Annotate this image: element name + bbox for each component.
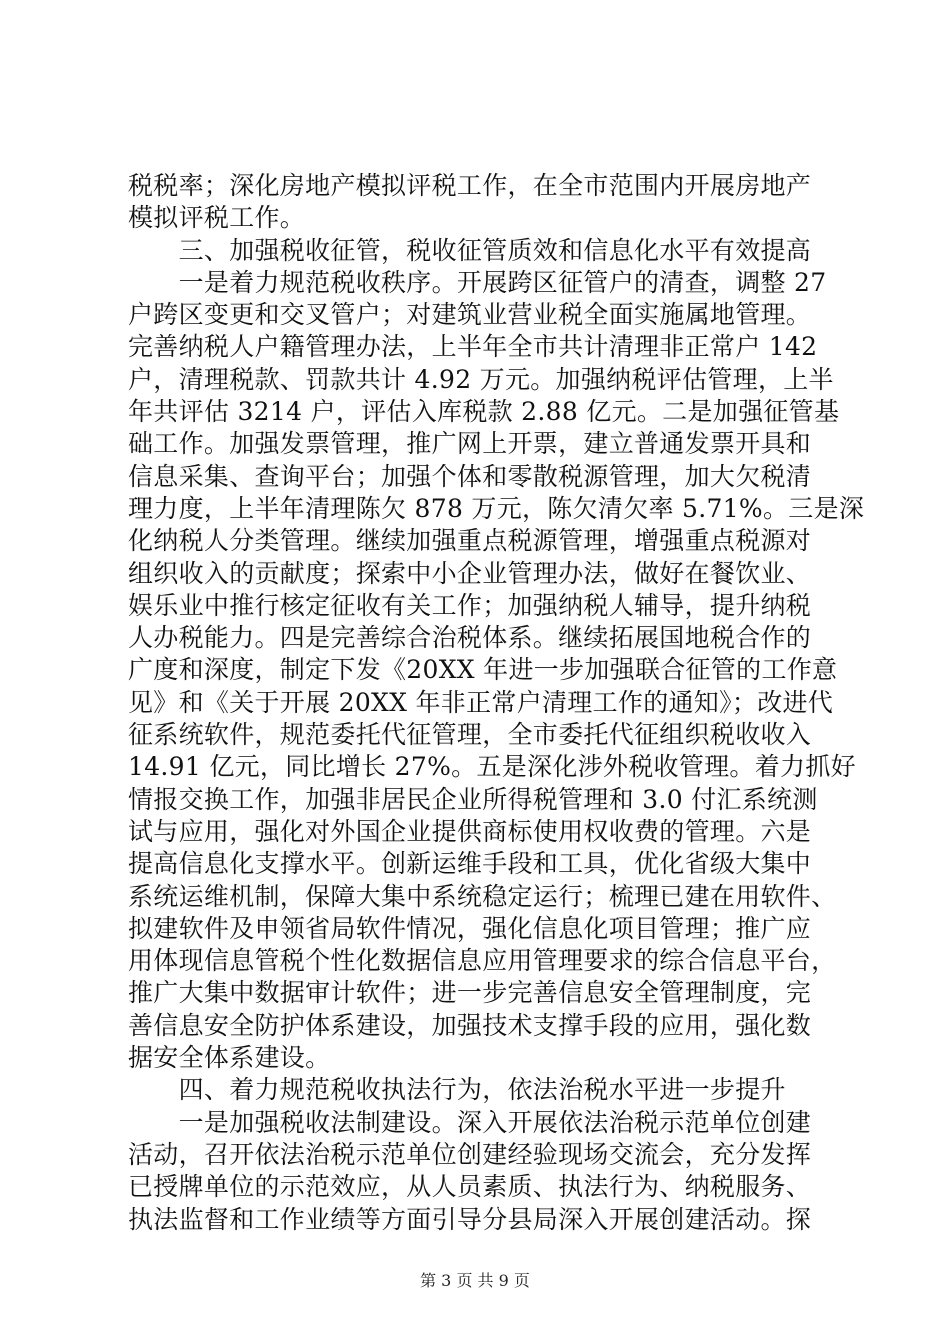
text-line: 础工作。加强发票管理，推广网上开票，建立普通发票开具和 [128, 429, 812, 459]
text-line: 执法监督和工作业绩等方面引导分县局深入开展创建活动。探 [128, 1204, 812, 1234]
text-line: 已授牌单位的示范效应，从人员素质、执法行为、纳税服务、 [128, 1172, 812, 1202]
text-line: 人办税能力。四是完善综合治税体系。继续拓展国地税合作的 [128, 623, 812, 653]
text-line: 提高信息化支撑水平。创新运维手段和工具，优化省级大集中 [128, 849, 812, 879]
text-line: 四、着力规范税收执法行为，依法治税水平进一步提升 [128, 1075, 786, 1105]
text-line: 户跨区变更和交叉管户；对建筑业营业税全面实施属地管理。 [128, 300, 812, 330]
text-line: 征系统软件，规范委托代征管理，全市委托代征组织税收收入 [128, 720, 812, 750]
text-line: 模拟评税工作。 [128, 203, 306, 233]
text-line: 用体现信息管税个性化数据信息应用管理要求的综合信息平台， [128, 946, 837, 976]
text-line: 善信息安全防护体系建设，加强技术支撑手段的应用，强化数 [128, 1010, 812, 1040]
text-line: 见》和《关于开展 20XX 年非正常户清理工作的通知》；改进代 [128, 687, 834, 717]
text-line: 三、加强税收征管，税收征管质效和信息化水平有效提高 [128, 235, 812, 265]
body-text [128, 170, 865, 1236]
text-line: 情报交换工作，加强非居民企业所得税管理和 3.0 付汇系统测 [128, 784, 818, 814]
text-line: 信息采集、查询平台；加强个体和零散税源管理，加大欠税清 [128, 461, 812, 491]
text-line: 14.91 亿元，同比增长 27%。五是深化涉外税收管理。着力抓好 [128, 752, 856, 782]
text-line: 系统运维机制，保障大集中系统稳定运行；梳理已建在用软件、 [128, 881, 837, 911]
text-line: 娱乐业中推行核定征收有关工作；加强纳税人辅导，提升纳税 [128, 590, 812, 620]
text-line: 完善纳税人户籍管理办法，上半年全市共计清理非正常户 142 [128, 332, 818, 362]
text-line: 试与应用，强化对外国企业提供商标使用权收费的管理。六是 [128, 816, 812, 846]
text-line: 活动，召开依法治税示范单位创建经验现场交流会，充分发挥 [128, 1139, 812, 1169]
text-line: 户，清理税款、罚款共计 4.92 万元。加强纳税评估管理，上半 [128, 364, 834, 394]
text-line: 年共评估 3214 户，评估入库税款 2.88 亿元。二是加强征管基 [128, 397, 840, 427]
text-line: 理力度，上半年清理陈欠 878 万元，陈欠清欠率 5.71%。三是深 [128, 493, 865, 523]
text-line: 推广大集中数据审计软件；进一步完善信息安全管理制度，完 [128, 978, 812, 1008]
text-line: 一是着力规范税收秩序。开展跨区征管户的清查，调整 27 [128, 267, 827, 297]
text-line: 据安全体系建设。 [128, 1043, 331, 1073]
page-footer: 第 3 页 共 9 页 [420, 1271, 530, 1290]
text-line: 拟建软件及申领省局软件情况，强化信息化项目管理；推广应 [128, 913, 812, 943]
text-line: 广度和深度，制定下发《20XX 年进一步加强联合征管的工作意 [128, 655, 838, 685]
text-line: 化纳税人分类管理。继续加强重点税源管理，增强重点税源对 [128, 526, 812, 556]
text-line: 一是加强税收法制建设。深入开展依法治税示范单位创建 [128, 1107, 812, 1137]
text-line: 组织收入的贡献度；探索中小企业管理办法，做好在餐饮业、 [128, 558, 812, 588]
text-line: 税税率；深化房地产模拟评税工作，在全市范围内开展房地产 [128, 171, 812, 200]
